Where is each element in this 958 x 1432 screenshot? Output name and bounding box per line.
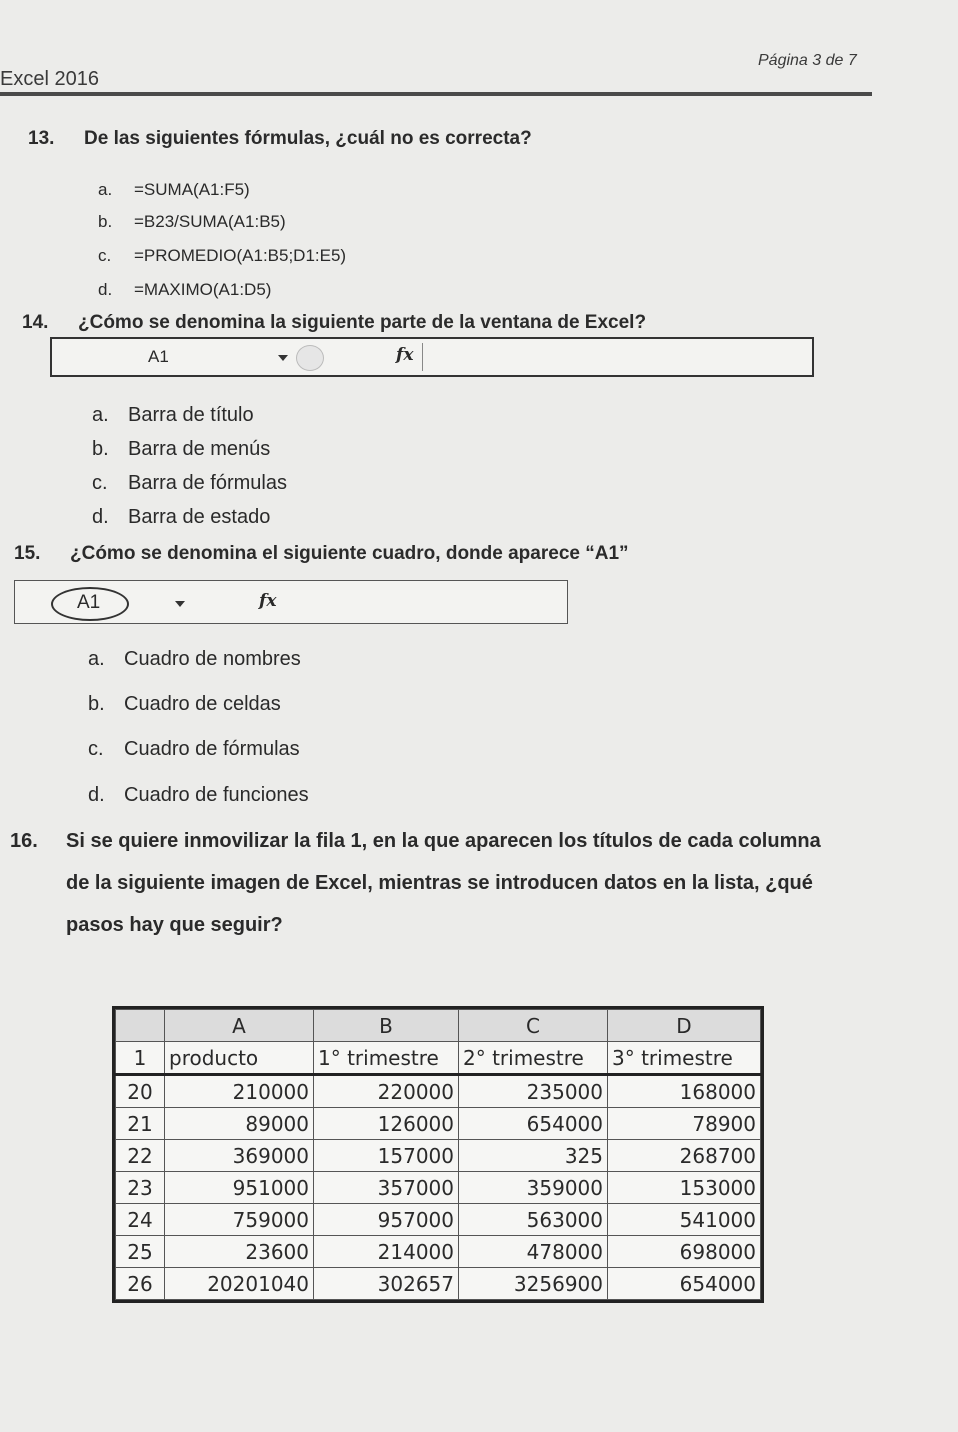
table-cell: 235000 (459, 1075, 608, 1108)
question-number: 15. (14, 543, 41, 564)
option-letter: d. (88, 784, 105, 806)
function-fx-icon: fx (259, 591, 277, 611)
table-cell: 951000 (165, 1172, 314, 1204)
name-box-image-q15 (14, 580, 568, 624)
column-header: B (314, 1010, 459, 1042)
table-cell: 359000 (459, 1172, 608, 1204)
column-header: A (165, 1010, 314, 1042)
row-number: 26 (116, 1268, 165, 1300)
option-letter: a. (88, 648, 105, 670)
question-number: 16. (10, 830, 38, 852)
row-number: 23 (116, 1172, 165, 1204)
function-fx-icon: fx (396, 345, 414, 365)
bar-separator (422, 343, 423, 371)
row-number: 24 (116, 1204, 165, 1236)
table-cell: 1° trimestre (314, 1042, 459, 1075)
option-letter: c. (88, 738, 104, 760)
spreadsheet-image (112, 1006, 764, 1303)
row-number: 20 (116, 1075, 165, 1108)
table-cell: 3° trimestre (608, 1042, 761, 1075)
column-header: C (459, 1010, 608, 1042)
table-cell: 220000 (314, 1075, 459, 1108)
table-row (116, 1268, 761, 1300)
row-number: 21 (116, 1108, 165, 1140)
q15-option-d (88, 784, 309, 807)
column-header-row (116, 1010, 761, 1042)
row-number: 22 (116, 1140, 165, 1172)
table-cell: 168000 (608, 1075, 761, 1108)
table-cell: 153000 (608, 1172, 761, 1204)
table-cell: 759000 (165, 1204, 314, 1236)
table-cell: 302657 (314, 1268, 459, 1300)
q13-option-d (98, 280, 271, 300)
option-text: =MAXIMO(A1:D5) (134, 280, 272, 299)
table-cell: 20201040 (165, 1268, 314, 1300)
option-letter: b. (92, 438, 109, 460)
ellipsis-handle-icon (296, 345, 324, 371)
question-number: 13. (28, 128, 55, 149)
table-row (116, 1172, 761, 1204)
row-number: 1 (116, 1042, 165, 1075)
option-text: Cuadro de celdas (124, 693, 281, 715)
page-number: Página 3 de 7 (758, 52, 857, 69)
table-cell: 2° trimestre (459, 1042, 608, 1075)
table-cell: 369000 (165, 1140, 314, 1172)
table-cell: 654000 (459, 1108, 608, 1140)
option-letter: a. (92, 404, 109, 426)
option-letter: d. (92, 506, 109, 528)
question-text-line3: pasos hay que seguir? (66, 914, 283, 936)
option-text: =PROMEDIO(A1:B5;D1:E5) (134, 246, 347, 265)
table-cell: 325 (459, 1140, 608, 1172)
option-letter: b. (88, 693, 105, 715)
q14-option-a (92, 404, 254, 427)
name-box-value: A1 (77, 592, 101, 613)
question-text: De las siguientes fórmulas, ¿cuál no es correcta? (84, 128, 532, 149)
option-letter: c. (92, 472, 108, 494)
option-text: Cuadro de funciones (124, 784, 309, 806)
table-row (116, 1108, 761, 1140)
column-header: D (608, 1010, 761, 1042)
option-text: =SUMA(A1:F5) (134, 180, 250, 199)
option-text: Barra de estado (128, 506, 271, 528)
table-row (116, 1075, 761, 1108)
table-row (116, 1140, 761, 1172)
header-app-name: Excel 2016 (0, 68, 99, 90)
option-letter: d. (98, 280, 113, 299)
option-letter: c. (98, 246, 112, 265)
table-cell: 268700 (608, 1140, 761, 1172)
question-text-line1: Si se quiere inmovilizar la fila 1, en la que aparecen los títulos de cada columna (66, 830, 821, 852)
question-text: ¿Cómo se denomina el siguiente cuadro, donde aparece “A1” (70, 543, 629, 564)
q14-option-d (92, 506, 270, 529)
table-cell: 126000 (314, 1108, 459, 1140)
dropdown-arrow-icon (175, 601, 185, 607)
q15-option-c (88, 738, 300, 761)
name-box-value: A1 (148, 347, 169, 366)
table-row (116, 1236, 761, 1268)
table-cell: 698000 (608, 1236, 761, 1268)
table-cell: 957000 (314, 1204, 459, 1236)
q14-option-c (92, 472, 287, 495)
table-cell: 89000 (165, 1108, 314, 1140)
option-text: Barra de menús (128, 438, 271, 460)
table-cell: 78900 (608, 1108, 761, 1140)
option-text: Cuadro de nombres (124, 648, 301, 670)
option-text: Cuadro de fórmulas (124, 738, 300, 760)
q13-option-c (98, 246, 346, 266)
option-text: Barra de fórmulas (128, 472, 287, 494)
q15-option-a (88, 648, 301, 671)
table-cell: 3256900 (459, 1268, 608, 1300)
question-number: 14. (22, 312, 49, 333)
table-cell: producto (165, 1042, 314, 1075)
q14-option-b (92, 438, 270, 461)
table-cell: 541000 (608, 1204, 761, 1236)
table-cell: 23600 (165, 1236, 314, 1268)
table-cell: 357000 (314, 1172, 459, 1204)
table-cell: 157000 (314, 1140, 459, 1172)
q13-option-a (98, 180, 250, 200)
option-text: Barra de título (128, 404, 254, 426)
table-cell: 563000 (459, 1204, 608, 1236)
option-text: =B23/SUMA(A1:B5) (134, 212, 286, 231)
question-13 (28, 128, 532, 150)
table-cell: 214000 (314, 1236, 459, 1268)
spreadsheet-table (115, 1009, 761, 1300)
dropdown-arrow-icon (278, 355, 288, 361)
question-text-line2: de la siguiente imagen de Excel, mientras se introducen datos en la lista, ¿qué (66, 872, 813, 894)
option-letter: b. (98, 212, 113, 231)
q13-option-b (98, 212, 286, 232)
header-divider (0, 92, 872, 96)
option-letter: a. (98, 180, 113, 199)
question-15 (14, 543, 629, 565)
table-cell: 654000 (608, 1268, 761, 1300)
table-cell: 210000 (165, 1075, 314, 1108)
table-row (116, 1204, 761, 1236)
table-row (116, 1042, 761, 1075)
corner-cell (116, 1010, 165, 1042)
row-number: 25 (116, 1236, 165, 1268)
question-text: ¿Cómo se denomina la siguiente parte de la ventana de Excel? (78, 312, 647, 333)
table-cell: 478000 (459, 1236, 608, 1268)
question-16 (10, 820, 930, 946)
question-14 (22, 312, 646, 334)
formula-bar-image-q14 (50, 337, 814, 377)
q15-option-b (88, 693, 281, 716)
